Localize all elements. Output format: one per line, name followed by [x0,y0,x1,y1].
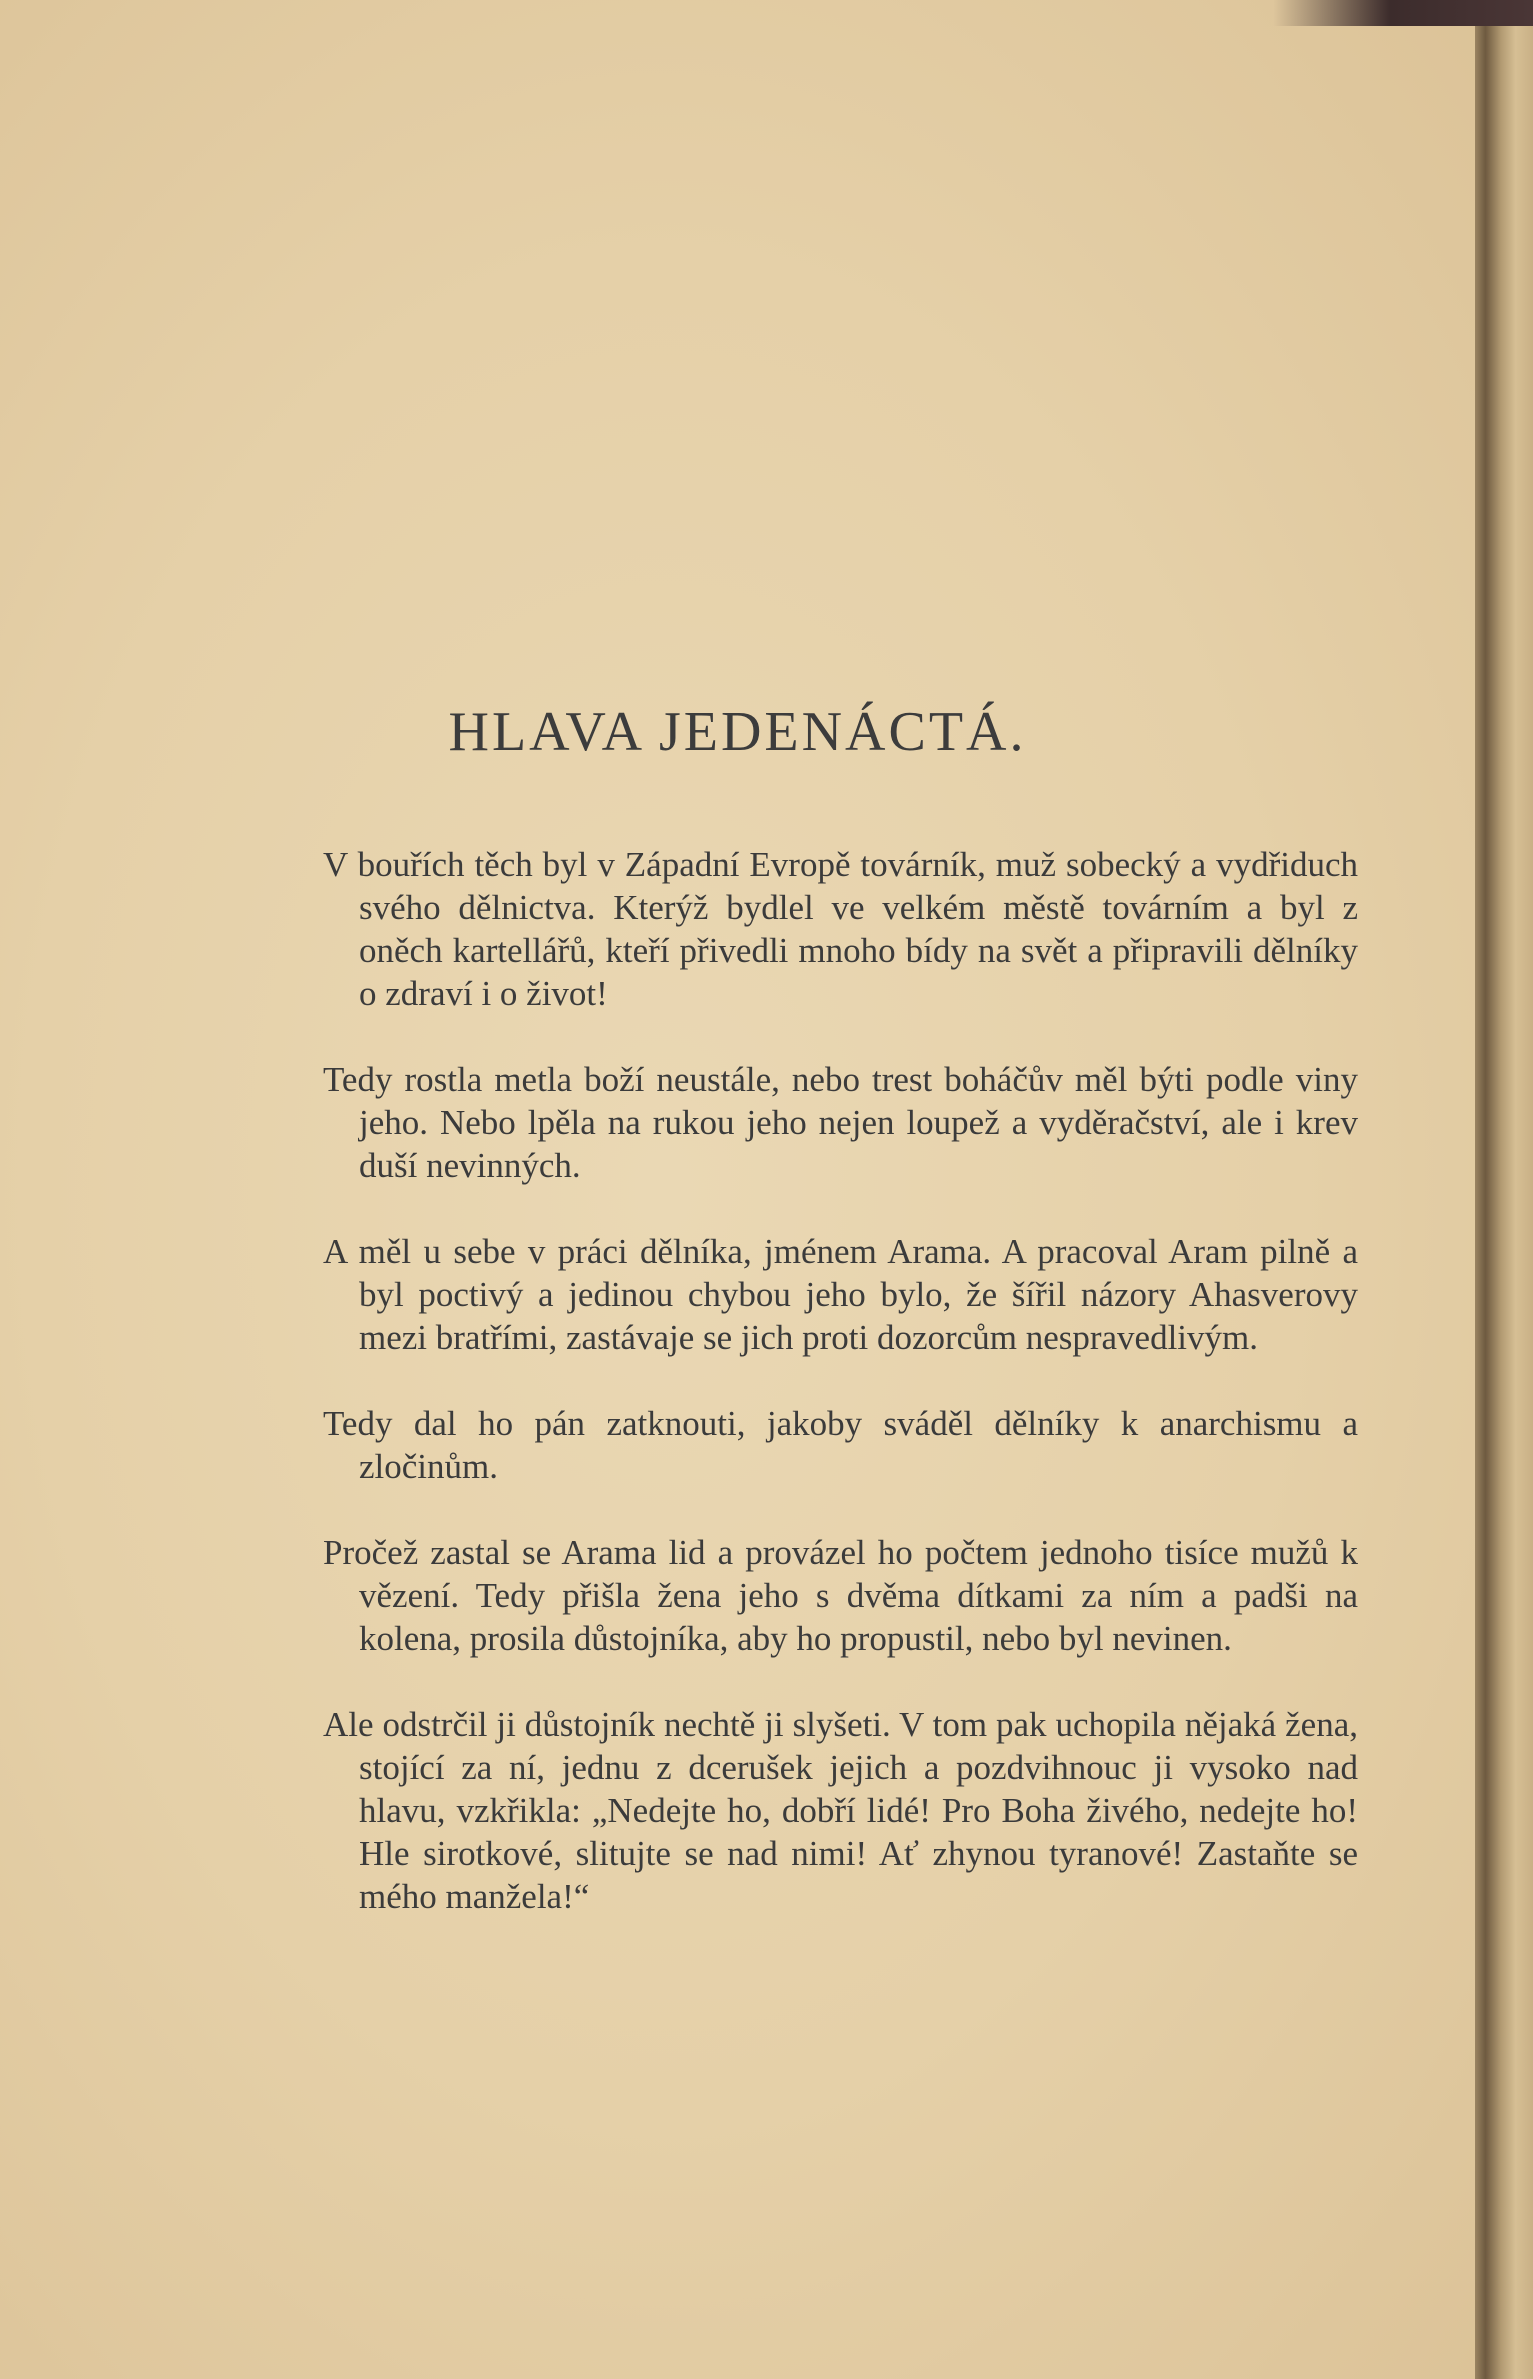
page-top-edge-shadow [1273,0,1533,26]
paragraph-5: Pročež zastal se Arama lid a provázel ho počtem jednoho tisíce mužů k vězení. Tedy přišla žena jeho s dvěma dítkami za ním a padši na kolena, prosila důstojníka, aby ho propustil, nebo byl nevinen. [323,1533,1358,1658]
paragraph-2: Tedy rostla metla boží neustále, nebo trest boháčův měl býti podle viny jeho. Nebo lpěla na rukou jeho nejen loupež a vyděračství, ale i krev duší nevinných. [323,1060,1358,1185]
paragraph-3: A měl u sebe v práci dělníka, jménem Arama. A pracoval Aram pilně a byl poctivý a jedinou chybou jeho bylo, že šířil názory Ahasverovy mezi bratřími, zastávaje se jich proti dozorcům nespravedlivým. [323,1232,1358,1357]
paragraph-1: V bouřích těch byl v Západní Evropě továrník, muž sobecký a vydřiduch svého dělnictva. Kterýž bydlel ve velkém městě továrním a byl z oněch kartellářů, kteří přivedli mnoho bídy na svět a připravili dělníky o zdraví i o život! [323,845,1358,1013]
paragraph-6: Ale odstrčil ji důstojník nechtě ji slyšeti. V tom pak uchopila nějaká žena, stojící za ní, jednu z dcerušek jejich a pozdvihnouc ji vysoko nad hlavu, vzkřikla: „Nedejte ho, dobří lidé! Pro Boha živého, nedejte ho! Hle sirotkové, slitujte se nad nimi! Ať zhynou tyranové! Zastaňte se mého manžela!“ [323,1705,1358,1916]
chapter-title: HLAVA JEDENÁCTÁ. [448,701,1027,763]
book-binding-edge [1475,0,1533,2379]
chapter-text [323,843,1358,1961]
paragraph-4: Tedy dal ho pán zatknouti, jakoby sváděl dělníky k anarchismu a zločinům. [323,1404,1358,1486]
